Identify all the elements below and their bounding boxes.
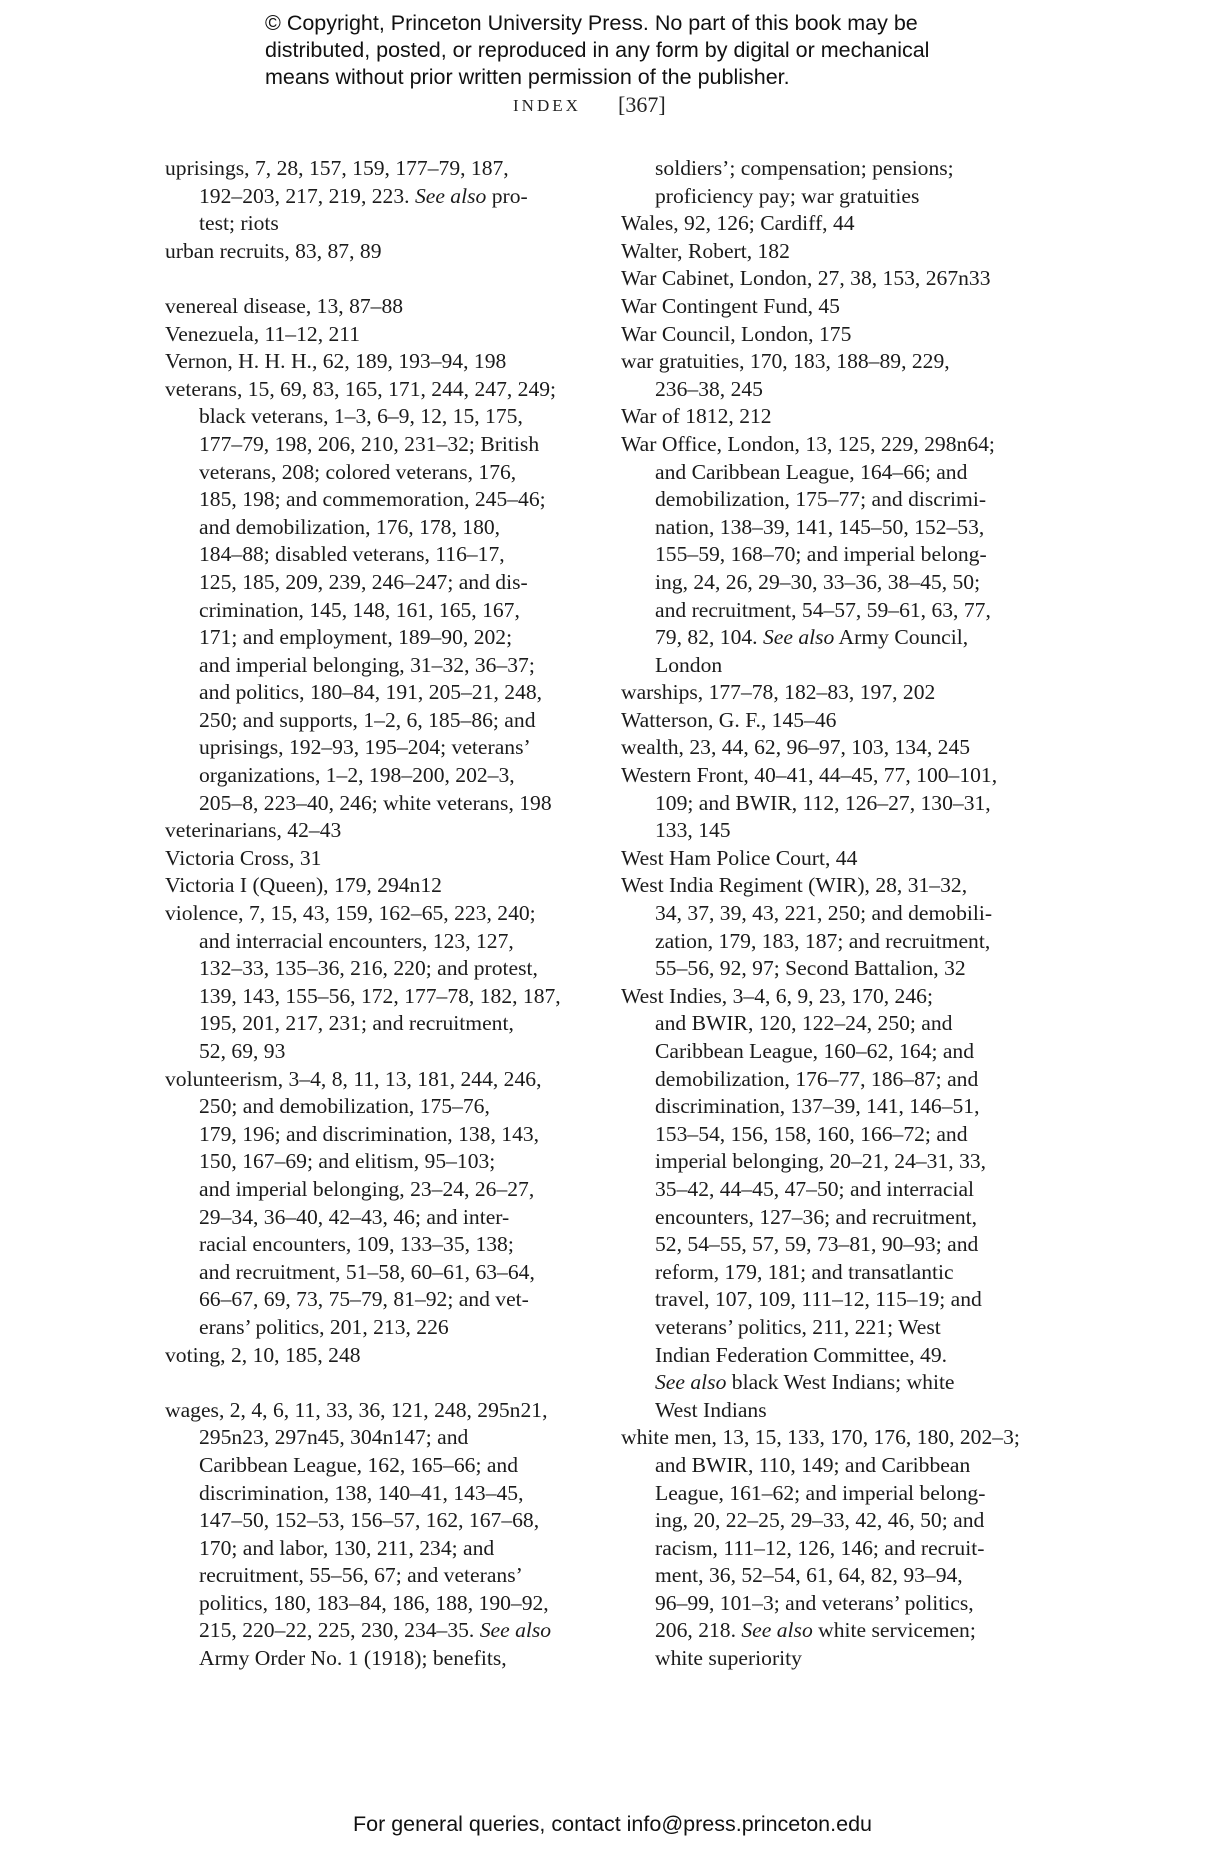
index-entry-line: 52, 69, 93	[199, 1039, 286, 1063]
index-entry-line: 66–67, 69, 73, 75–79, 81–92; and vet-	[199, 1287, 529, 1312]
index-entry-line: uprisings, 7, 28, 157, 159, 177–79, 187,	[165, 156, 509, 180]
index-entry	[621, 348, 1041, 403]
index-entry-line: War of 1812, 212	[621, 404, 772, 429]
index-entry-line: Caribbean League, 162, 165–66; and	[199, 1452, 519, 1477]
index-entry	[621, 872, 1041, 982]
index-entry-line: warships, 177–78, 182–83, 197, 202	[621, 680, 936, 705]
index-entry	[165, 321, 585, 349]
index-entry-line: Wales, 92, 126; Cardiff, 44	[621, 211, 855, 236]
index-entry-line: discrimination, 138, 140–41, 143–45,	[199, 1480, 524, 1505]
index-entry-line: Victoria Cross, 31	[165, 845, 322, 870]
index-entry-line: and BWIR, 110, 149; and Caribbean	[655, 1452, 971, 1477]
index-entry	[621, 321, 1041, 349]
index-entry-line: 96–99, 101–3; and veterans’ politics,	[655, 1590, 974, 1615]
index-entry	[621, 983, 1041, 1425]
index-entry-line: and Caribbean League, 164–66; and	[655, 459, 968, 484]
index-entry-line: recruitment, 55–56, 67; and veterans’	[199, 1563, 523, 1588]
index-entry-line: demobilization, 176–77, 186–87; and	[655, 1066, 979, 1091]
index-entry-line: War Office, London, 13, 125, 229, 298n64;	[621, 431, 995, 456]
index-entry	[165, 872, 585, 900]
index-entry	[621, 1424, 1041, 1672]
index-column-left	[165, 155, 585, 1673]
index-entry-line: travel, 107, 109, 111–12, 115–19; and	[655, 1287, 982, 1312]
index-entry-line: demobilization, 175–77; and discrimi-	[655, 487, 987, 512]
index-entry-line: 147–50, 152–53, 156–57, 162, 167–68,	[199, 1508, 540, 1533]
index-entry-line: 132–33, 135–36, 216, 220; and protest,	[199, 956, 538, 981]
index-entry-line: 192–203, 217, 219, 223. See also pro-	[199, 183, 528, 208]
page-number: [367]	[618, 92, 666, 117]
index-entry	[165, 817, 585, 845]
index-entry	[165, 1342, 585, 1370]
index-entry-line: soldiers’; compensation; pensions;	[655, 156, 954, 180]
index-entry-line: 139, 143, 155–56, 172, 177–78, 182, 187,	[199, 983, 561, 1008]
index-entry-line: 179, 196; and discrimination, 138, 143,	[199, 1121, 540, 1146]
index-entry-line: West Indies, 3–4, 6, 9, 23, 170, 246;	[621, 983, 933, 1008]
index-entry-line: 170; and labor, 130, 211, 234; and	[199, 1535, 495, 1560]
index-entry-line: veterinarians, 42–43	[165, 818, 342, 843]
index-entry	[165, 348, 585, 376]
index-entry-line: and demobilization, 176, 178, 180,	[199, 514, 501, 539]
index-entry	[621, 707, 1041, 735]
index-entry-line: veterans, 208; colored veterans, 176,	[199, 459, 517, 484]
index-entry-line: racial encounters, 109, 133–35, 138;	[199, 1232, 514, 1257]
index-entry-line: 185, 198; and commemoration, 245–46;	[199, 487, 546, 512]
index-entry-line: urban recruits, 83, 87, 89	[165, 238, 382, 263]
index-entry	[165, 900, 585, 1066]
index-entry	[165, 1066, 585, 1342]
index-entry-line: crimination, 145, 148, 161, 165, 167,	[199, 597, 520, 622]
index-entry-line: white superiority	[655, 1646, 802, 1671]
footer-text: For general queries, contact info@press.princeton.edu	[352, 1812, 872, 1836]
index-entry-line: ing, 24, 26, 29–30, 33–36, 38–45, 50;	[655, 569, 981, 594]
index-entry-line: League, 161–62; and imperial belong-	[655, 1480, 986, 1505]
index-entry-line: See also black West Indians; white	[655, 1370, 955, 1395]
index-entry-line: Walter, Robert, 182	[621, 238, 790, 263]
index-entry-line: 52, 54–55, 57, 59, 73–81, 90–93; and	[655, 1232, 979, 1257]
index-entry-line: War Contingent Fund, 45	[621, 293, 840, 318]
index-entry	[621, 431, 1041, 679]
index-entry-line: and imperial belonging, 31–32, 36–37;	[199, 652, 535, 677]
index-entry-line: 150, 167–69; and elitism, 95–103;	[199, 1149, 496, 1174]
index-entry-line: 195, 201, 217, 231; and recruitment,	[199, 1011, 514, 1036]
index-entry-line: veterans, 15, 69, 83, 165, 171, 244, 247, 249;	[165, 376, 557, 401]
index-entry-line: West Indians	[655, 1397, 767, 1422]
index-entry-line: white men, 13, 15, 133, 170, 176, 180, 202–3;	[621, 1425, 1020, 1450]
index-entry-line: 155–59, 168–70; and imperial belong-	[655, 542, 987, 567]
index-entry	[621, 155, 1041, 210]
index-entry-line: 250; and supports, 1–2, 6, 185–86; and	[199, 707, 536, 732]
index-entry	[621, 293, 1041, 321]
index-entry-line: and imperial belonging, 23–24, 26–27,	[199, 1176, 535, 1201]
index-entry-line: and interracial encounters, 123, 127,	[199, 928, 514, 953]
index-entry-line: and recruitment, 51–58, 60–61, 63–64,	[199, 1259, 535, 1284]
index-entry-line: and politics, 180–84, 191, 205–21, 248,	[199, 680, 543, 705]
index-entry-line: Army Order No. 1 (1918); benefits,	[199, 1646, 507, 1671]
index-entry-line: 109; and BWIR, 112, 126–27, 130–31,	[655, 790, 991, 815]
index-entry	[165, 155, 585, 238]
index-entry-line: racism, 111–12, 126, 146; and recruit-	[655, 1535, 985, 1560]
index-entry-line: Indian Federation Committee, 49.	[655, 1342, 948, 1367]
index-entry-line: 206, 218. See also white servicemen;	[655, 1618, 976, 1643]
index-entry-line: voting, 2, 10, 185, 248	[165, 1342, 361, 1367]
index-entry-line: black veterans, 1–3, 6–9, 12, 15, 175,	[199, 404, 523, 429]
running-head-label: INDEX	[513, 96, 581, 115]
index-entry-line: 215, 220–22, 225, 230, 234–35. See also	[199, 1618, 552, 1643]
index-entry-line: proficiency pay; war gratuities	[655, 183, 920, 208]
index-entry-line: 153–54, 156, 158, 160, 166–72; and	[655, 1121, 968, 1146]
index-entry-line: 205–8, 223–40, 246; white veterans, 198	[199, 790, 552, 815]
index-entry-line: London	[655, 652, 723, 677]
index-entry-line: Caribbean League, 160–62, 164; and	[655, 1039, 975, 1063]
index-entry-line: zation, 179, 183, 187; and recruitment,	[655, 928, 991, 953]
copyright-line: distributed, posted, or reproduced in any form by digital or mechanical	[265, 38, 930, 62]
index-entry-line: West Ham Police Court, 44	[621, 845, 858, 870]
index-entry-line: 35–42, 44–45, 47–50; and interracial	[655, 1176, 975, 1201]
index-entry-line: wealth, 23, 44, 62, 96–97, 103, 134, 245	[621, 735, 971, 760]
index-entry-line: volunteerism, 3–4, 8, 11, 13, 181, 244, 246,	[165, 1066, 542, 1091]
index-entry-line: reform, 179, 181; and transatlantic	[655, 1259, 954, 1284]
index-entry-line: war gratuities, 170, 183, 188–89, 229,	[621, 349, 950, 374]
index-entry-line: wages, 2, 4, 6, 11, 33, 36, 121, 248, 295n21,	[165, 1397, 548, 1422]
index-entry	[165, 293, 585, 321]
index-entry	[621, 238, 1041, 266]
footer-contact	[0, 1812, 1225, 1837]
index-entry	[165, 845, 585, 873]
index-entry	[621, 265, 1041, 293]
index-entry	[621, 762, 1041, 845]
index-entry-line: 236–38, 245	[655, 376, 763, 401]
copyright-line: means without prior written permission of the publisher.	[265, 65, 790, 89]
index-entry-line: 184–88; disabled veterans, 116–17,	[199, 542, 505, 567]
index-entry-line: test; riots	[199, 211, 279, 236]
index-entry-line: 177–79, 198, 206, 210, 231–32; British	[199, 431, 540, 456]
index-entry-line: and recruitment, 54–57, 59–61, 63, 77,	[655, 597, 991, 622]
index-entry-line: nation, 138–39, 141, 145–50, 152–53,	[655, 514, 985, 539]
index-entry-line: 34, 37, 39, 43, 221, 250; and demobili-	[655, 901, 993, 926]
index-entry	[621, 210, 1041, 238]
index-entry	[621, 734, 1041, 762]
index-entry-line: War Council, London, 175	[621, 321, 852, 346]
index-entry	[165, 1397, 585, 1673]
index-entry-line: War Cabinet, London, 27, 38, 153, 267n33	[621, 266, 991, 291]
index-entry-line: 29–34, 36–40, 42–43, 46; and inter-	[199, 1204, 510, 1229]
index-entry	[165, 238, 585, 266]
index-entry	[621, 845, 1041, 873]
copyright-notice	[265, 10, 1025, 91]
index-entry-line: veterans’ politics, 211, 221; West	[655, 1314, 941, 1339]
index-entry-line: 133, 145	[655, 818, 731, 843]
index-entry-line: Western Front, 40–41, 44–45, 77, 100–101,	[621, 763, 998, 788]
index-entry-line: politics, 180, 183–84, 186, 188, 190–92,	[199, 1590, 549, 1615]
index-entry-line: 250; and demobilization, 175–76,	[199, 1094, 490, 1119]
index-entry-line: discrimination, 137–39, 141, 146–51,	[655, 1094, 980, 1119]
copyright-line: © Copyright, Princeton University Press. No part of this book may be	[265, 11, 918, 35]
index-entry-line: Victoria I (Queen), 179, 294n12	[165, 873, 442, 898]
index-entry-line: imperial belonging, 20–21, 24–31, 33,	[655, 1149, 987, 1174]
index-entry-line: 295n23, 297n45, 304n147; and	[199, 1425, 469, 1450]
index-entry-line: and BWIR, 120, 122–24, 250; and	[655, 1011, 953, 1036]
index-entry-line: Watterson, G. F., 145–46	[621, 707, 837, 732]
index-entry	[621, 679, 1041, 707]
index-entry-line: erans’ politics, 201, 213, 226	[199, 1314, 449, 1339]
index-entry-line: encounters, 127–36; and recruitment,	[655, 1204, 978, 1229]
index-entry	[165, 376, 585, 818]
index-entry-line: Vernon, H. H. H., 62, 189, 193–94, 198	[165, 349, 507, 374]
index-entry-line: violence, 7, 15, 43, 159, 162–65, 223, 240;	[165, 901, 536, 926]
index-entry-line: West India Regiment (WIR), 28, 31–32,	[621, 873, 968, 898]
index-entry-line: Venezuela, 11–12, 211	[165, 321, 361, 346]
index-entry-line: 79, 82, 104. See also Army Council,	[655, 625, 969, 650]
index-entry-line: ing, 20, 22–25, 29–33, 42, 46, 50; and	[655, 1508, 985, 1533]
index-entry-line: venereal disease, 13, 87–88	[165, 293, 404, 318]
index-entry-line: organizations, 1–2, 198–200, 202–3,	[199, 763, 515, 788]
index-entry-line: uprisings, 192–93, 195–204; veterans’	[199, 735, 531, 760]
index-entry-line: ment, 36, 52–54, 61, 64, 82, 93–94,	[655, 1563, 963, 1588]
index-entry-line: 55–56, 92, 97; Second Battalion, 32	[655, 956, 966, 981]
index-entry-line: 125, 185, 209, 239, 246–247; and dis-	[199, 569, 528, 594]
index-entry	[621, 403, 1041, 431]
index-column-right	[621, 155, 1041, 1673]
index-entry-line: 171; and employment, 189–90, 202;	[199, 625, 513, 650]
